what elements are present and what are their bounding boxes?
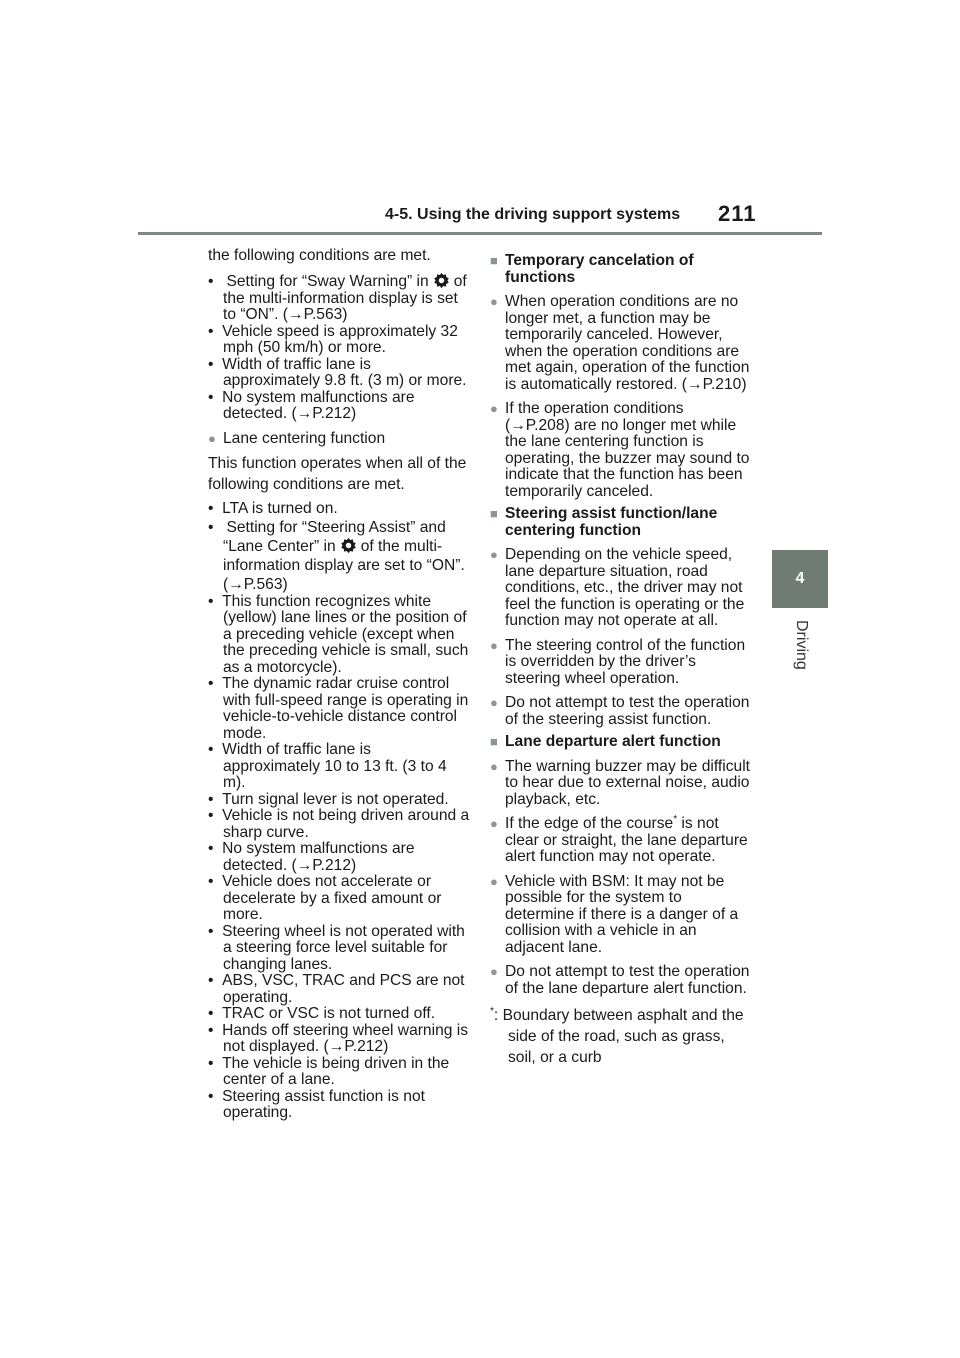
list-item: • Steering wheel is not operated with a steering force level suitable for changing lanes.	[208, 924, 470, 974]
sway-conditions-list	[208, 272, 470, 423]
list-item: • Vehicle speed is approximately 32 mph (50 km/h) or more.	[208, 324, 470, 357]
steering-assist-heading: ■ Steering assist function/lane centering function	[490, 506, 752, 539]
list-item: • ABS, VSC, TRAC and PCS are not operating.	[208, 973, 470, 1006]
temporary-cancelation-heading: ■ Temporary cancelation of functions	[490, 253, 752, 286]
list-item: • The vehicle is being driven in the center of a lane.	[208, 1056, 470, 1089]
list-item: • No system malfunctions are detected. (→P.212)	[208, 841, 470, 874]
footnote: *: Boundary between asphalt and the side of the road, such as grass, soil, or a curb	[490, 1005, 744, 1066]
settings-gear-icon	[340, 537, 357, 554]
chapter-number: 4	[795, 570, 805, 587]
list-item: • The dynamic radar cruise control with full-speed range is operating in vehicle-to-vehicle distance control mode.	[208, 676, 470, 742]
left-column	[208, 245, 470, 1122]
lane-centering-intro: This function operates when all of the following conditions are met.	[208, 455, 467, 493]
chapter-tab	[772, 550, 828, 608]
list-item: ● Depending on the vehicle speed, lane departure situation, road conditions, etc., the driver may not feel the function is operating or the function may not operate at all.	[490, 547, 752, 630]
list-item: ● Do not attempt to test the operation of the steering assist function.	[490, 695, 752, 728]
list-item: • Hands off steering wheel warning is not displayed. (→P.212)	[208, 1023, 470, 1056]
list-item: • Setting for “Sway Warning” in of the multi-information display is set to “ON”. (→P.563)	[208, 272, 470, 324]
list-item: • This function recognizes white (yellow) lane lines or the position of a preceding vehicle (except when the preceding vehicle is small, such as a motorcycle).	[208, 594, 470, 677]
intro-text: the following conditions are met.	[208, 247, 431, 264]
list-item: ● The warning buzzer may be difficult to hear due to external noise, audio playback, etc.	[490, 759, 752, 809]
chapter-label: Driving	[793, 620, 810, 670]
lane-centering-conditions-list	[208, 501, 470, 1122]
list-item: • TRAC or VSC is not turned off.	[208, 1006, 470, 1023]
footnote-mark: *	[490, 1005, 494, 1017]
list-item: • Turn signal lever is not operated.	[208, 792, 470, 809]
list-item: • Vehicle is not being driven around a sharp curve.	[208, 808, 470, 841]
list-item: ● Do not attempt to test the operation of the lane departure alert function.	[490, 964, 752, 997]
list-item: ● If the operation conditions (→P.208) are no longer met while the lane centering function is operating, the buzzer may sound to indicate that the function has been temporarily canceled.	[490, 401, 752, 500]
list-item: • Setting for “Steering Assist” and “Lane Center” in of the multi-information display are set to “ON”. (→P.563)	[208, 518, 470, 594]
list-item: ● When operation conditions are no longer met, a function may be temporarily canceled. However, when the operation conditions are met again, operation of the function is automatically restored. (→P.210)	[490, 294, 752, 393]
settings-gear-icon	[433, 272, 450, 289]
list-item: ● Vehicle with BSM: It may not be possible for the system to determine if there is a danger of a collision with a vehicle in an adjacent lane.	[490, 874, 752, 957]
page-number: 211	[718, 201, 757, 226]
lane-centering-heading: ● Lane centering function	[208, 431, 470, 448]
list-item: • No system malfunctions are detected. (→P.212)	[208, 390, 470, 423]
section-header: 4-5. Using the driving support systems	[385, 206, 681, 223]
list-item: • Vehicle does not accelerate or decelerate by a fixed amount or more.	[208, 874, 470, 924]
list-item: • LTA is turned on.	[208, 501, 470, 518]
footnote-marker: *	[673, 813, 678, 825]
header-rule	[138, 232, 822, 235]
list-item: ● If the edge of the course* is not clear or straight, the lane departure alert function may not operate.	[490, 816, 752, 866]
list-item: • Width of traffic lane is approximately 9.8 ft. (3 m) or more.	[208, 357, 470, 390]
list-item: • Steering assist function is not operating.	[208, 1089, 470, 1122]
list-item: ● The steering control of the function is overridden by the driver’s steering wheel operation.	[490, 638, 752, 688]
list-item: • Width of traffic lane is approximately 10 to 13 ft. (3 to 4 m).	[208, 742, 470, 792]
lane-departure-alert-heading: ■ Lane departure alert function	[490, 734, 752, 751]
chapter-label-wrap	[790, 620, 810, 700]
right-column	[490, 253, 752, 1068]
